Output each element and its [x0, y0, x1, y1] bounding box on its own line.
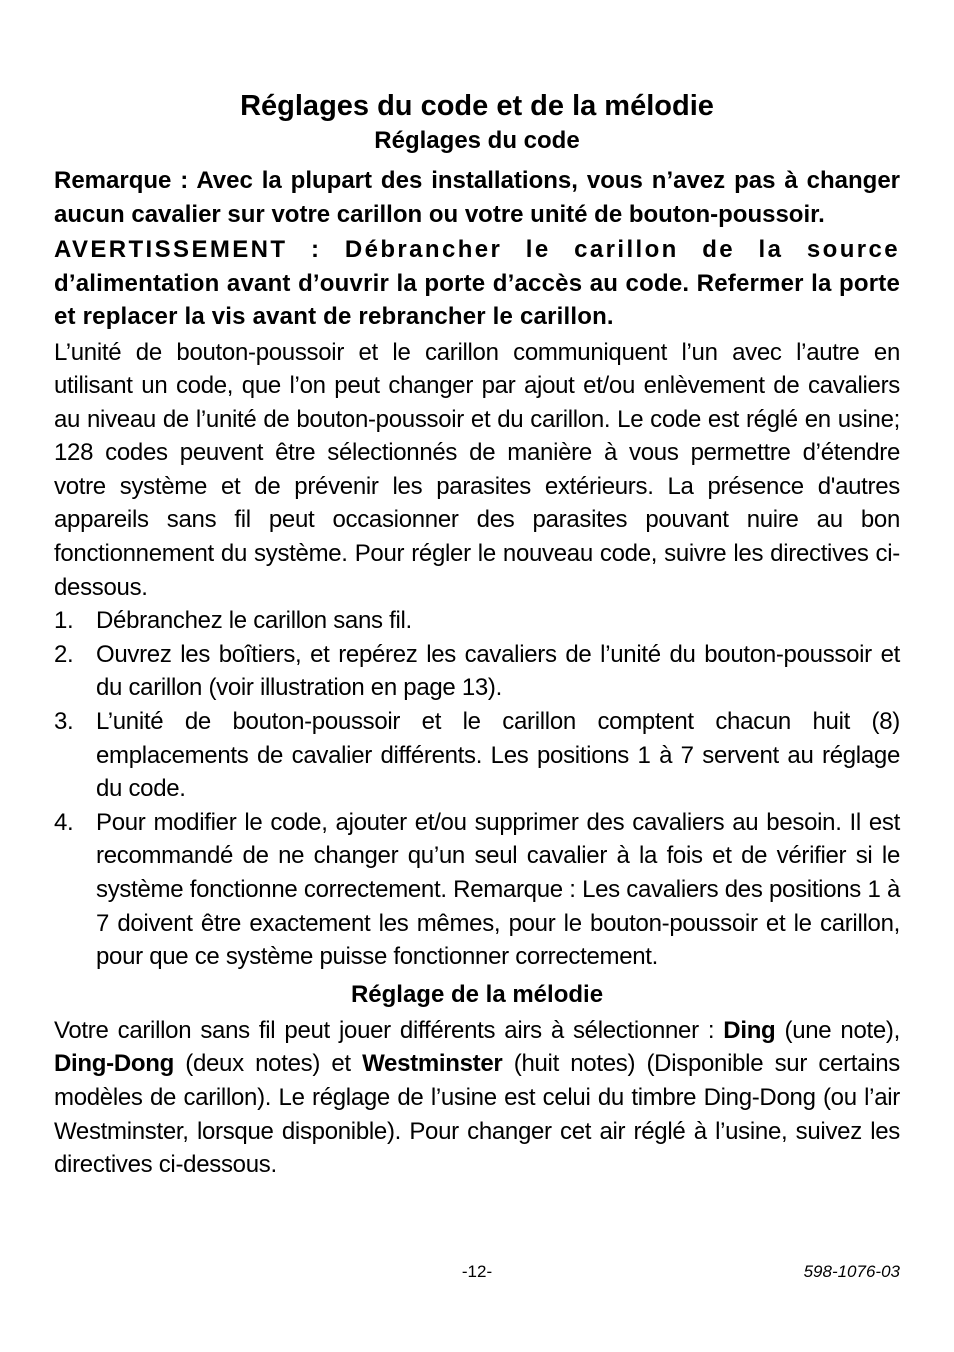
melody-text: (une note), [784, 1016, 900, 1044]
list-item [54, 806, 900, 974]
section-heading-code: Réglages du code [374, 127, 580, 154]
note-paragraph: Remarque : Avec la plupart des installations, vous n’avez pas à changer aucun cavalier sur votre carillon ou votre unité de bouton-poussoir. [54, 167, 900, 228]
step-text: Ouvrez les boîtiers, et repérez les cavaliers de l’unité du bouton-poussoir et du carillon (voir illustration en page 13). [96, 640, 900, 702]
section-heading-melody: Réglage de la mélodie [350, 980, 604, 1008]
warning-paragraph [54, 233, 900, 334]
step-number: 1. [54, 607, 74, 635]
steps-list [54, 604, 900, 974]
document-code: 598-1076-03 [803, 1262, 900, 1281]
warning-head: AVERTISSEMENT : Débrancher le carillon de la source [54, 236, 900, 263]
step-number: 4. [54, 808, 74, 836]
melody-text: (huit notes) (Disponible sur certains modèles de carillon). Le réglage de l’usine est celui du timbre Ding-Dong (ou l’air Westminster, lorsque disponible). Pour changer cet air réglé à l’usine, suivez les directives ci-dessous. [54, 1050, 900, 1179]
melody-text: (deux notes) et [185, 1050, 351, 1078]
intro-paragraph: L’unité de bouton-poussoir et le carillon communiquent l’un avec l’autre en utilisant un code, que l’on peut changer par ajout et/ou enlèvement de cavaliers au niveau de l’unité de bouton-poussoir et du carillon. Le code est réglé en usine; 128 codes peuvent être sélectionnés de manière à vous permettre d’étendre votre système et de prévenir les parasites extérieurs. La présence d'autres appareils sans fil peut occasionner des parasites pouvant nuire au bon fonctionnement du système. Pour régler le nouveau code, suivre les directives ci-dessous. [54, 338, 900, 601]
step-text: L’unité de bouton-poussoir et le carillon comptent chacun huit (8) emplacements de cavalier différents. Les positions 1 à 7 servent au réglage du code. [96, 708, 900, 803]
melody-text: Votre carillon sans fil peut jouer différents airs à sélectionner : [54, 1016, 715, 1044]
melody-paragraph [54, 1014, 900, 1182]
warning-rest: d’alimentation avant d’ouvrir la porte d’accès au code. Refermer la porte et replacer la vis avant de rebrancher le carillon. [54, 269, 900, 330]
step-number: 2. [54, 640, 74, 668]
step-number: 3. [54, 708, 74, 736]
melody-ding: Ding [723, 1016, 776, 1044]
page-footer [54, 1262, 900, 1286]
step-text: Pour modifier le code, ajouter et/ou supprimer des cavaliers au besoin. Il est recommandé de ne changer qu’un seul cavalier à la fois et de vérifier si le système fonctionne correctement. Remarque : Les cavaliers des positions 1 à 7 doivent être exactement les mêmes, pour le bouton-poussoir et le carillon, pour que ce système puisse fonctionner correctement. [96, 808, 900, 971]
list-item [54, 638, 900, 705]
melody-westminster: Westminster [362, 1050, 503, 1078]
list-item [54, 604, 900, 638]
page-title: Réglages du code et de la mélodie [240, 90, 714, 122]
list-item [54, 705, 900, 806]
step-text: Débranchez le carillon sans fil. [96, 607, 412, 635]
melody-dingdong: Ding-Dong [54, 1050, 174, 1078]
page-number: -12- [461, 1262, 493, 1281]
